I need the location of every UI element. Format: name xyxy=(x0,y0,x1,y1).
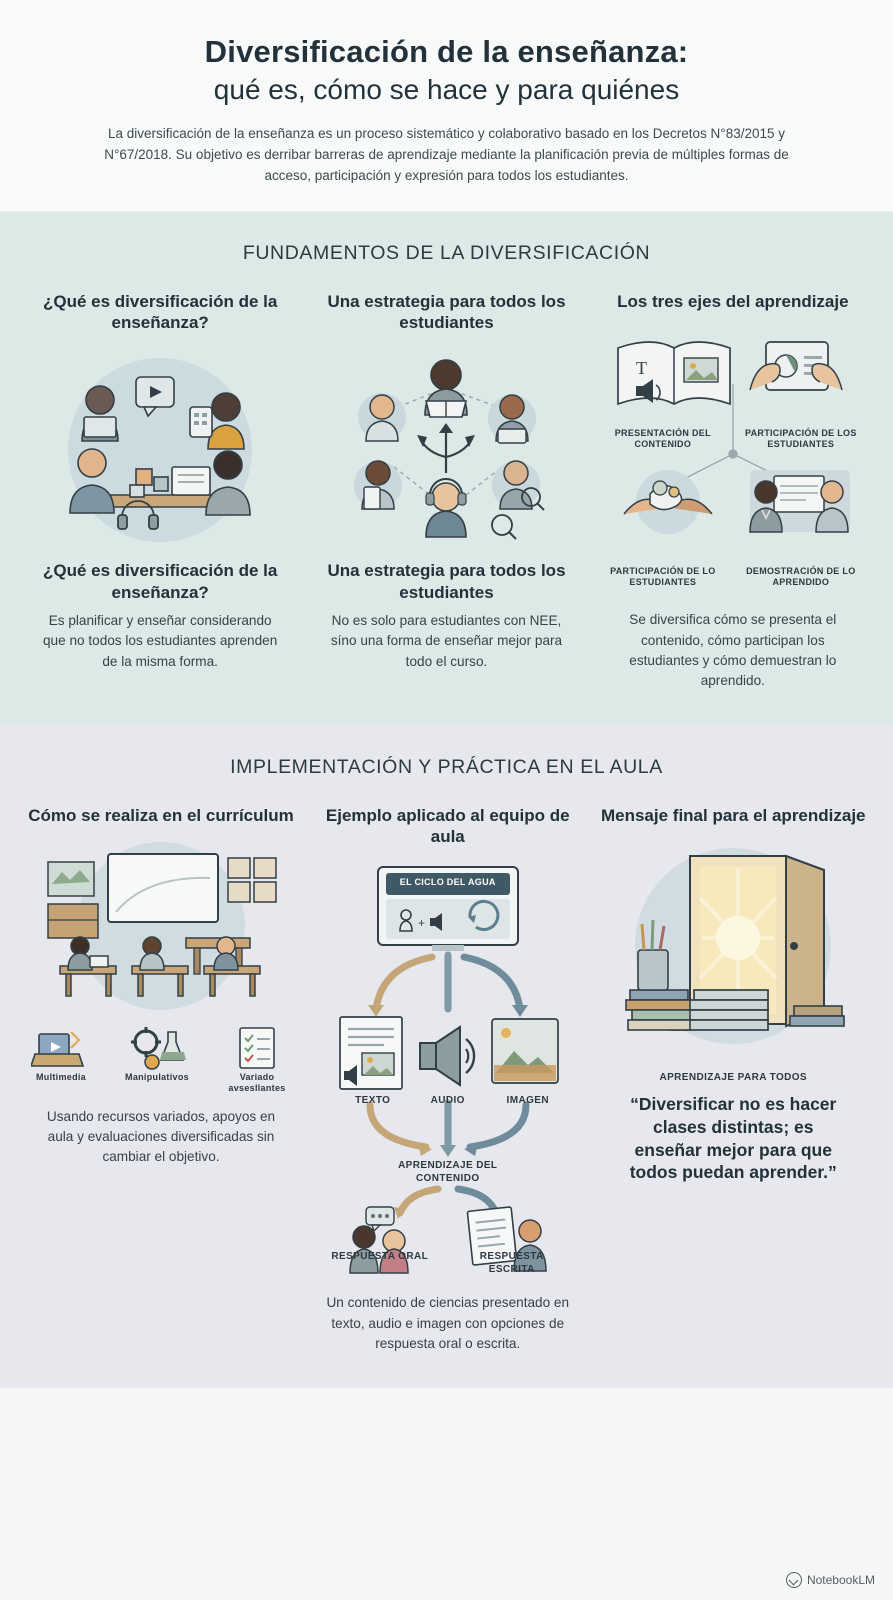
card-que-es-diversificacion xyxy=(22,291,298,672)
header xyxy=(0,0,893,212)
section-a-heading: FUNDAMENTOS DE LA DIVERSIFICACIÓN xyxy=(242,241,651,264)
card-body: Usando recursos variados, apoyos en aula y evaluaciones diversificadas sin cambiar el objetivo. xyxy=(46,1108,276,1165)
illustration-classroom-group xyxy=(40,345,280,550)
svg-text:T: T xyxy=(635,358,647,379)
page-title-line-2: qué es, cómo se hace y para quiénes xyxy=(213,73,680,105)
resource-label: Variado avsesllantes xyxy=(228,1072,286,1094)
section-b-heading: IMPLEMENTACIÓN Y PRÁCTICA EN EL AULA xyxy=(230,755,663,778)
card-body: Un contenido de ciencias presentado en texto, audio e imagen con opciones de respuesta oral o escrita. xyxy=(326,1295,570,1352)
card-body: Se diversifica cómo se presenta el contenido, cómo participan los estudiantes y cómo demuestran lo aprendido. xyxy=(629,612,837,689)
illustration-water-cycle-flow xyxy=(320,859,576,1279)
center-label-aprendizaje-contenido: APRENDIZAJE DEL CONTENIDO xyxy=(398,1160,498,1185)
axis-label-presentacion: PRESENTACIÓN DEL CONTENIDO xyxy=(614,428,711,450)
card-subtitle: Una estrategia para todos los estudiantes xyxy=(327,561,566,602)
page-subtitle: La diversificación de la enseñanza es un proceso sistemático y colaborativo basado en los Decretos N°83/2015 y N°67/2018. Su objetivo es derribar barreras de aprendizaje mediante la planificación previa de múltiples formas de acceso, participación y expresión para todos los estudiantes. xyxy=(104,126,789,184)
resource-icon-multimedia xyxy=(22,1024,100,1095)
svg-text:+: + xyxy=(417,916,425,931)
card-title: Los tres ejes del aprendizaje xyxy=(617,291,849,311)
section-b-columns xyxy=(22,805,871,1355)
footer-brand-label: NotebookLM xyxy=(806,1573,875,1587)
card-subtitle: ¿Qué es diversificación de la enseñanza? xyxy=(43,561,278,602)
footer-brand xyxy=(786,1572,875,1588)
card-estrategia-todos xyxy=(308,291,584,672)
section-a-columns xyxy=(22,291,871,692)
card-title: Una estrategia para todos los estudiantes xyxy=(327,291,566,333)
resource-label: Multimedia xyxy=(35,1072,86,1082)
illustration-student-network xyxy=(326,345,566,550)
resource-icons xyxy=(22,1024,300,1095)
channel-label-audio: AUDIO xyxy=(430,1095,465,1107)
card-title: ¿Qué es diversificación de la enseñanza? xyxy=(43,291,278,333)
card-title: Mensaje final para el aprendizaje xyxy=(600,805,866,825)
card-curriculum xyxy=(22,805,300,1168)
card-body: Es planificar y enseñar considerando que no todos los estudiantes aprenden de la misma forma. xyxy=(43,612,278,669)
response-label-oral: RESPUESTA ORAL xyxy=(331,1251,429,1263)
caption-aprendizaje-para-todos: APRENDIZAJE PARA TODOS xyxy=(659,1072,808,1083)
card-title: Cómo se realiza en el currículum xyxy=(28,805,294,825)
card-body: No es solo para estudiantes con NEE, síno una forma de enseñar mejor para todo el curso. xyxy=(330,612,563,669)
section-implementacion xyxy=(0,726,893,1389)
illustration-open-door xyxy=(608,838,858,1068)
card-tres-ejes xyxy=(595,291,871,692)
page-title-line-1: Diversificación de la enseñanza: xyxy=(204,34,689,69)
final-quote: “Diversificar no es hacer clases distintas; es enseñar mejor para que todos puedan aprender.” xyxy=(629,1094,837,1183)
card-ejemplo-aula xyxy=(310,805,586,1355)
response-label-escrita: RESPUESTA ESCRITA xyxy=(479,1251,544,1275)
resource-label: Manipulativos xyxy=(125,1072,189,1082)
axis-label-participacion-estudiantes: PARTICIPACIÓN DE LOS ESTUDIANTES xyxy=(744,428,857,450)
axis-label-demostracion: DEMOSTRACIÓN DE LO APRENDIDO xyxy=(746,566,856,588)
resource-icon-variado xyxy=(214,1024,300,1095)
illustration-three-axes xyxy=(604,324,862,594)
channel-label-texto: TEXTO xyxy=(355,1095,391,1107)
resource-icon-manipulativos xyxy=(114,1024,200,1095)
card-mensaje-final xyxy=(596,805,872,1184)
axis-label-participacion-lo-estudiantes: PARTICIPACIÓN DE LO ESTUDIANTES xyxy=(610,566,716,588)
screen-title-ciclo-agua: EL CICLO DEL AGUA xyxy=(399,877,496,888)
channel-label-imagen: IMAGEN xyxy=(506,1095,549,1107)
card-title: Ejemplo aplicado al equipo de aula xyxy=(325,805,570,846)
section-fundamentos xyxy=(0,212,893,726)
notebook-logo-icon xyxy=(786,1572,802,1588)
illustration-classroom-board xyxy=(36,838,286,1018)
